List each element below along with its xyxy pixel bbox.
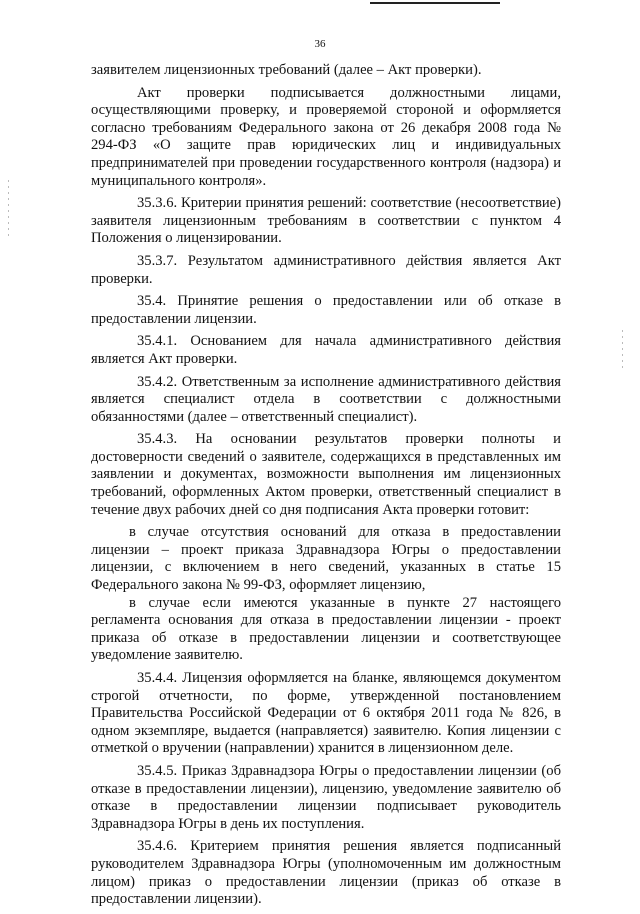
scan-edge-mark-left xyxy=(8,180,9,240)
paragraph-35-4-3-case-grant: в случае отсутствия оснований для отказа в предоставлении лицензии – проект приказа Здравнадзора Югры о предоставлении лицензии, с включением в него сведений, указанных в статье 15 Федерального закона № 99-ФЗ, оформляет лицензию, xyxy=(91,524,561,594)
top-edge-line xyxy=(370,2,500,4)
paragraph-35-4-4: 35.4.4. Лицензия оформляется на бланке, являющемся документом строгой отчетности, по форме, утвержденной постановлением Правительства Российской Федерации от 6 октября 2011 года № 826, в одном экземпляре, выдается (направляется) заявителю. Копия лицензии с отметкой о вручении (направлении) хранится в лицензионном деле. xyxy=(91,670,561,757)
paragraph-continuation: заявителем лицензионных требований (далее – Акт проверки). xyxy=(91,62,482,78)
paragraph-35-3-6: 35.3.6. Критерии принятия решений: соответствие (несоответствие) заявителя лицензионным требованиям в соответствии с пунктом 4 Положения о лицензировании. xyxy=(91,195,561,247)
paragraph-35-4: 35.4. Принятие решения о предоставлении или об отказе в предоставлении лицензии. xyxy=(91,293,561,327)
paragraph-35-4-6: 35.4.6. Критерием принятия решения является подписанный руководителем Здравнадзора Югры (уполномоченным им должностным лицом) приказ о предоставлении лицензии (приказ об отказе в предоставлении лицензии). xyxy=(91,838,561,908)
scan-edge-mark-right xyxy=(622,330,623,370)
paragraph-35-4-3-case-refusal: в случае если имеются указанные в пункте 27 настоящего регламента основания для отказа в предоставлении лицензии - проект приказа об отказе в предоставлении лицензии и соответствующее уведомление заявителю. xyxy=(91,594,561,664)
page-number: 36 xyxy=(314,38,326,50)
paragraph-35-4-3: 35.4.3. На основании результатов проверки полноты и достоверности сведений о заявителе, содержащихся в представленных им заявлении и документах, возможности выполнения им лицензионных требований, оформленных Актом проверки, ответственный специалист в течение двух рабочих дней со дня подписания Акта проверки готовит: xyxy=(91,431,561,518)
paragraph-act-signing: Акт проверки подписывается должностными лицами, осуществляющими проверку, и проверяемой стороной и оформляется согласно требованиям Федерального закона от 26 декабря 2008 года № 294-ФЗ «О защите прав юридических лиц и индивидуальных предпринимателей при проведении государственного контроля (надзора) и муниципального контроля». xyxy=(91,84,561,189)
paragraph-35-3-7: 35.3.7. Результатом административного действия является Акт проверки. xyxy=(91,252,561,287)
document-body xyxy=(91,62,561,914)
paragraph-35-4-5: 35.4.5. Приказ Здравнадзора Югры о предоставлении лицензии (об отказе в предоставлении лицензии), лицензию, уведомление заявителю об отказе в предоставлении лицензии подписывает руководитель Здравнадзора Югры в день их поступления. xyxy=(91,762,561,832)
paragraph-35-4-1: 35.4.1. Основанием для начала административного действия является Акт проверки. xyxy=(91,333,561,367)
paragraph-35-4-2: 35.4.2. Ответственным за исполнение административного действия является специалист отдела в соответствии с должностными обязанностями (далее – ответственный специалист). xyxy=(91,373,561,425)
